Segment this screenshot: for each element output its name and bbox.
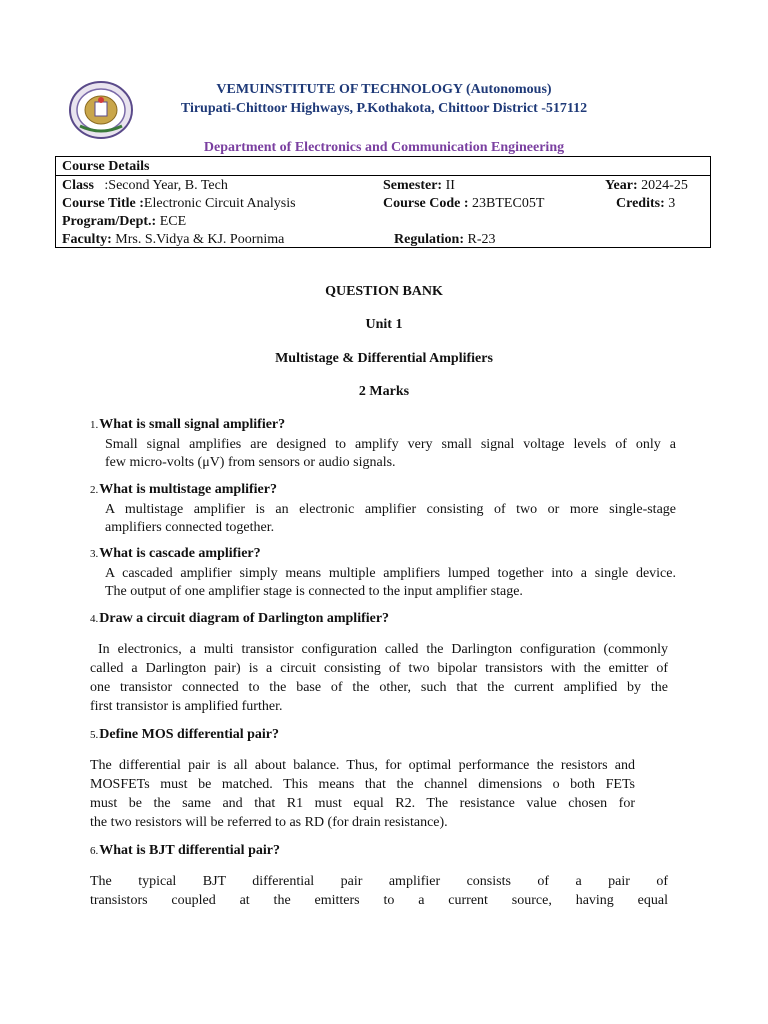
institute-address: Tirupati-Chittoor Highways, P.Kothakota, Chittoor District -517112 bbox=[180, 101, 588, 116]
answer-line: called a Darlington pair) is a circuit consisting of two bipolar transistors with the emitter of bbox=[90, 661, 668, 676]
marks-title: 2 Marks bbox=[358, 384, 410, 399]
faculty-field: Faculty: Mrs. S.Vidya & KJ. Poornima bbox=[62, 232, 285, 247]
answer-line: the two resistors will be referred to as RD (for drain resistance). bbox=[90, 815, 448, 830]
question-1: 1.What is small signal amplifier? bbox=[90, 417, 286, 432]
year-field: Year: 2024-25 bbox=[605, 178, 688, 193]
answer-4 bbox=[90, 640, 668, 716]
answer-line: must be the same and that R1 must equal R2. The resistance value chosen for bbox=[90, 796, 635, 811]
course-title-field: Course Title :Electronic Circuit Analysis bbox=[62, 196, 296, 211]
answer-line: A cascaded amplifier simply means multiple amplifiers lumped together into a single device. bbox=[105, 566, 676, 581]
program-field: Program/Dept.: ECE bbox=[62, 214, 187, 229]
course-details-heading: Course Details bbox=[56, 157, 710, 176]
unit-title: Unit 1 bbox=[365, 317, 403, 332]
class-field: Class :Second Year, B. Tech bbox=[62, 178, 228, 193]
credits-field: Credits: 3 bbox=[616, 196, 676, 211]
question-2: 2.What is multistage amplifier? bbox=[90, 482, 277, 497]
answer-5 bbox=[90, 756, 635, 832]
answer-line: A multistage amplifier is an electronic amplifier consisting of two or more single-stage bbox=[105, 502, 676, 517]
answer-line: first transistor is amplified further. bbox=[90, 699, 283, 714]
course-details-table bbox=[55, 156, 711, 248]
question-bank-title: QUESTION BANK bbox=[325, 284, 443, 299]
answer-line: MOSFETs must be matched. This means that the channel dimensions o both FETs bbox=[90, 777, 635, 792]
answer-line: Small signal amplifies are designed to amplify very small signal voltage levels of only a bbox=[105, 437, 676, 452]
question-5: 5.Define MOS differential pair? bbox=[90, 727, 280, 742]
question-3: 3.What is cascade amplifier? bbox=[90, 546, 261, 561]
answer-line: one transistor connected to the base of the other, such that the current amplified by the bbox=[90, 680, 668, 695]
answer-line: The differential pair is all about balance. Thus, for optimal performance the resistors and bbox=[90, 758, 635, 773]
answer-6 bbox=[90, 872, 668, 910]
answer-2 bbox=[105, 501, 676, 537]
question-4: 4.Draw a circuit diagram of Darlington amplifier? bbox=[90, 611, 390, 626]
department-name: Department of Electronics and Communication Engineering bbox=[203, 140, 565, 155]
answer-3 bbox=[105, 565, 676, 601]
question-6: 6.What is BJT differential pair? bbox=[90, 843, 280, 858]
answer-line: The typical BJT differential pair amplifier consists of a pair of bbox=[90, 874, 668, 889]
institute-name: VEMUINSTITUTE OF TECHNOLOGY (Autonomous) bbox=[216, 82, 552, 97]
answer-line: In electronics, a multi transistor configuration called the Darlington configuration (commonly bbox=[90, 642, 668, 657]
answer-line: The output of one amplifier stage is connected to the input amplifier stage. bbox=[105, 584, 523, 599]
semester-field: Semester: II bbox=[383, 178, 455, 193]
regulation-field: Regulation: R-23 bbox=[394, 232, 496, 247]
answer-line: amplifiers connected together. bbox=[105, 520, 275, 535]
course-code-field: Course Code : 23BTEC05T bbox=[383, 196, 545, 211]
answer-1 bbox=[105, 436, 676, 472]
answer-line: few micro-volts (μV) from sensors or audio signals. bbox=[105, 455, 396, 470]
topic-title: Multistage & Differential Amplifiers bbox=[275, 351, 493, 366]
answer-line: transistors coupled at the emitters to a current source, having equal bbox=[90, 893, 668, 908]
